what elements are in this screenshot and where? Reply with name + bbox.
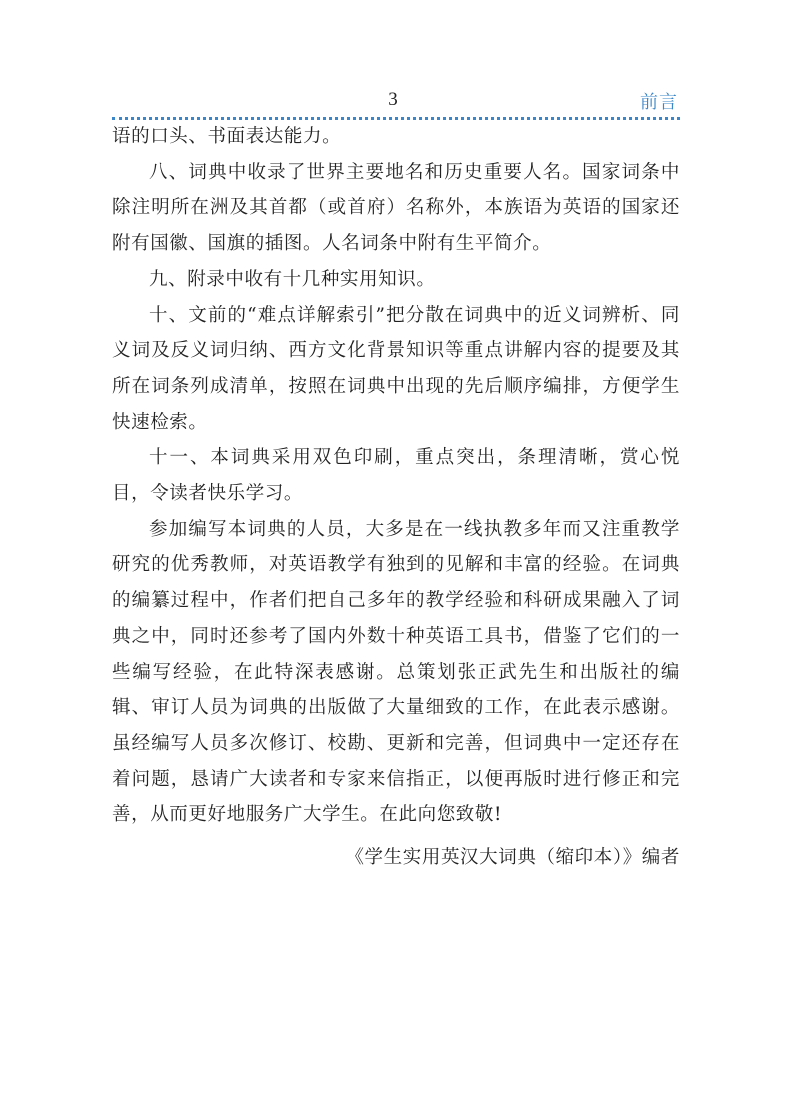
body-text xyxy=(112,119,680,833)
signature: 《学生实用英汉大词典（缩印本）》编者 xyxy=(345,847,680,868)
paragraph-acknowledgements: 参加编写本词典的人员，大多是在一线执教多年而又注重教学研究的优秀教师，对英语教学有独到的见解和丰富的经验。在词典的编纂过程中，作者们把自己多年的教学经验和科研成果融入了词典之中，同时还参考了国内外数十种英语工具书，借鉴了它们的一些编写经验，在此特深表感谢。总策划张正武先生和出版社的编辑、审订人员为词典的出版做了大量细致的工作，在此表示感谢。虽经编写人员多次修订、校勘、更新和完善，但词典中一定还存在着问题，恳请广大读者和专家来信指正，以便再版时进行修正和完善，从而更好地服务广大学生。在此向您致敬! xyxy=(112,518,680,826)
page-number: 3 xyxy=(388,89,398,110)
paragraph-item-8: 八、词典中收录了世界主要地名和历史重要人名。国家词条中除注明所在洲及其首都（或首府）名称外，本族语为英语的国家还附有国徽、国旗的插图。人名词条中附有生平简介。 xyxy=(112,161,680,255)
paragraph-continuation: 语的口头、书面表达能力。 xyxy=(112,126,342,147)
paragraph-item-9: 九、附录中收有十几种实用知识。 xyxy=(149,268,436,290)
paragraph-item-10: 十、文前的“难点详解索引”把分散在词典中的近义词辨析、同义词及反义词归纳、西方文化背景知识等重点讲解内容的提要及其所在词条列成清单，按照在词典中出现的先后顺序编排，方便学生快速检索。 xyxy=(112,304,680,433)
section-title: 前言 xyxy=(640,92,678,113)
paragraph-item-11: 十一、本词典采用双色印刷，重点突出，条理清晰，赏心悦目，令读者快乐学习。 xyxy=(112,447,680,505)
